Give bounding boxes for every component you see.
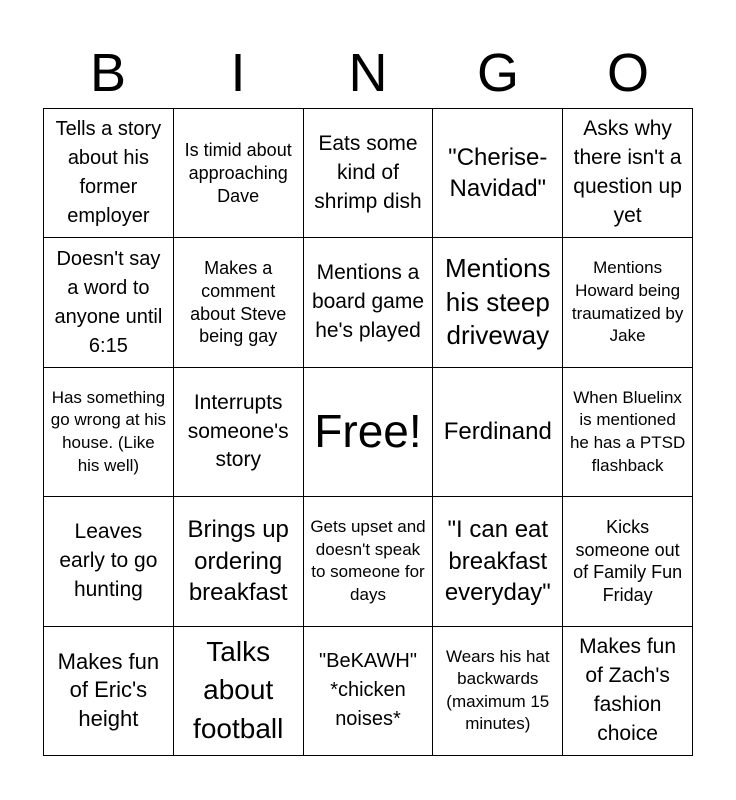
header-letter-b: B	[89, 43, 127, 103]
cell-text: Gets upset and doesn't speak to someone for days	[310, 517, 426, 604]
cell-text: Interrupts someone's story	[187, 390, 289, 472]
cell-text: Ferdinand	[443, 418, 552, 446]
header-letter-n: N	[348, 43, 388, 103]
cell-text: Makes fun of Zach's fashion choice	[579, 634, 677, 745]
bingo-cell[interactable]	[174, 497, 304, 626]
cell-text: Is timid about approaching Dave	[184, 139, 292, 206]
cell-text: "Cherise-Navidad"	[448, 143, 548, 203]
cell-text: When Bluelinx is mentioned he has a PTSD flashback	[569, 387, 686, 475]
bingo-cell[interactable]	[44, 627, 174, 756]
bingo-cell[interactable]	[433, 109, 563, 238]
bingo-cell[interactable]	[174, 627, 304, 756]
cell-text: Mentions Howard being traumatized by Jake	[571, 258, 684, 346]
bingo-cell[interactable]	[304, 109, 434, 238]
cell-text: Tells a story about his former employer	[55, 118, 162, 228]
cell-text: Brings up ordering breakfast	[187, 515, 289, 607]
cell-text: Makes a comment about Steve being gay	[190, 257, 287, 347]
bingo-cell[interactable]	[563, 368, 693, 497]
bingo-cell[interactable]	[304, 497, 434, 626]
cell-text: Talks about football	[193, 635, 284, 745]
cell-text: Doesn't say a word to anyone until 6:15	[54, 247, 163, 357]
cell-text: Free!	[314, 405, 422, 458]
bingo-cell[interactable]	[44, 368, 174, 497]
bingo-cell[interactable]	[563, 109, 693, 238]
bingo-cell[interactable]	[174, 238, 304, 367]
bingo-cell[interactable]	[433, 238, 563, 367]
cell-text: Mentions his steep driveway	[445, 252, 551, 351]
cell-text: Leaves early to go hunting	[59, 519, 158, 601]
bingo-cell[interactable]	[563, 497, 693, 626]
bingo-cell[interactable]	[44, 109, 174, 238]
bingo-cell[interactable]	[563, 238, 693, 367]
cell-text: Has something go wrong at his house. (Like his well)	[50, 387, 167, 475]
cell-text: Asks why there isn't a question up yet	[573, 117, 682, 228]
bingo-cell[interactable]	[44, 497, 174, 626]
cell-text: "BeKAWH" *chicken noises*	[319, 650, 417, 731]
bingo-header	[43, 38, 693, 108]
bingo-cell[interactable]	[174, 368, 304, 497]
cell-text: "I can eat breakfast everyday"	[444, 515, 551, 607]
bingo-cell[interactable]	[563, 627, 693, 756]
bingo-cell[interactable]	[433, 497, 563, 626]
bingo-cell[interactable]	[433, 368, 563, 497]
bingo-cell[interactable]	[433, 627, 563, 756]
free-space-cell[interactable]	[304, 368, 434, 497]
bingo-cell[interactable]	[304, 627, 434, 756]
cell-text: Makes fun of Eric's height	[57, 648, 160, 732]
cell-text: Mentions a board game he's played	[311, 261, 425, 343]
header-letter-g: G	[476, 43, 519, 103]
bingo-grid	[43, 108, 693, 756]
cell-text: Kicks someone out of Family Fun Friday	[573, 516, 683, 606]
header-letter-i: I	[230, 43, 246, 103]
header-letter-o: O	[606, 43, 649, 103]
bingo-cell[interactable]	[174, 109, 304, 238]
bingo-cell[interactable]	[44, 238, 174, 367]
cell-text: Wears his hat backwards (maximum 15 minutes)	[445, 646, 550, 734]
bingo-cell[interactable]	[304, 238, 434, 367]
cell-text: Eats some kind of shrimp dish	[314, 131, 422, 213]
